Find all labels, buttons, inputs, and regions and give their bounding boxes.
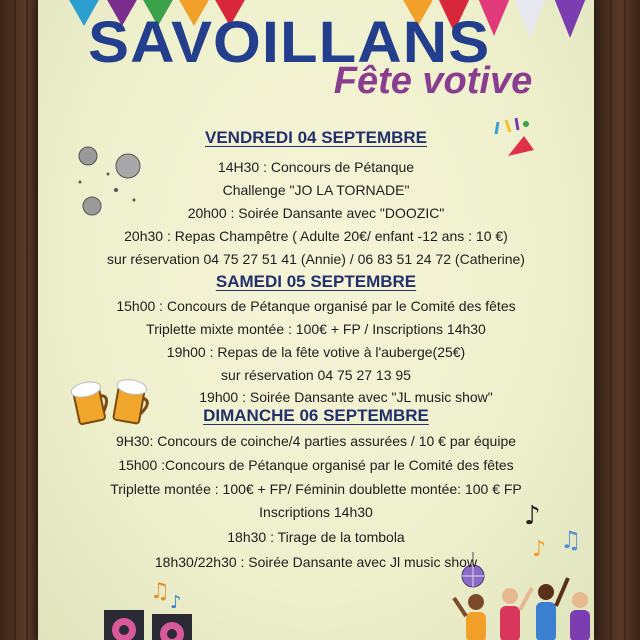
schedule-line: 19h00 : Repas de la fête votive à l'auberge(25€) [166, 344, 466, 360]
wood-grain [14, 0, 16, 640]
day-heading-sunday: DIMANCHE 06 SEPTEMBRE [203, 406, 429, 425]
schedule-line: Triplette montée : 100€ + FP/ Féminin doublette montée: 100 € FP [110, 481, 522, 497]
svg-text:♫: ♫ [150, 579, 170, 604]
wood-grain [610, 0, 612, 640]
schedule-line: Challenge "JO LA TORNADE" [222, 182, 410, 198]
schedule-line: 20h00 : Soirée Dansante avec "DOOZIC" [187, 205, 445, 221]
day-heading-saturday: SAMEDI 05 SEPTEMBRE [215, 272, 417, 291]
schedule-line: 18h30/22h30 : Soirée Dansante avec Jl music show [154, 554, 478, 570]
schedule-line: Triplette mixte montée : 100€ + FP / Inscriptions 14h30 [146, 321, 486, 337]
wood-grain [26, 0, 28, 640]
schedule-line: Inscriptions 14h30 [259, 504, 373, 520]
schedule-line: 19h00 : Soirée Dansante avec "JL music show" [199, 389, 493, 405]
schedule-line: 9H30: Concours de coinche/4 parties assurées / 10 € par équipe [115, 433, 517, 449]
svg-text:♪: ♪ [524, 501, 541, 531]
speakers-icon [100, 606, 200, 640]
schedule-line: sur réservation 04 75 27 51 41 (Annie) / 06 83 51 24 72 (Catherine) [107, 251, 525, 267]
schedule-line: 18h30 : Tirage de la tombola [227, 529, 405, 545]
schedule-line: 15h00 : Concours de Pétanque organisé par le Comité des fêtes [116, 298, 516, 314]
dancers-icon [446, 566, 594, 640]
poster-title: SAVOILLANS [88, 10, 491, 75]
schedule-line: 15h00 :Concours de Pétanque organisé par le Comité des fêtes [118, 457, 514, 473]
day-heading-friday: VENDREDI 04 SEPTEMBRE [205, 128, 427, 147]
wood-grain [624, 0, 626, 640]
svg-text:♫: ♫ [560, 526, 582, 554]
poster-subtitle: Fête votive [333, 60, 533, 102]
schedule-line: 20h30 : Repas Champêtre ( Adulte 20€/ enfant -12 ans : 10 €) [124, 228, 508, 244]
svg-text:♪: ♪ [532, 537, 547, 560]
svg-text:♪: ♪ [170, 592, 182, 612]
poster [38, 0, 594, 640]
schedule-line: 14H30 : Concours de Pétanque [217, 159, 415, 175]
schedule-line: sur réservation 04 75 27 13 95 [221, 367, 411, 383]
